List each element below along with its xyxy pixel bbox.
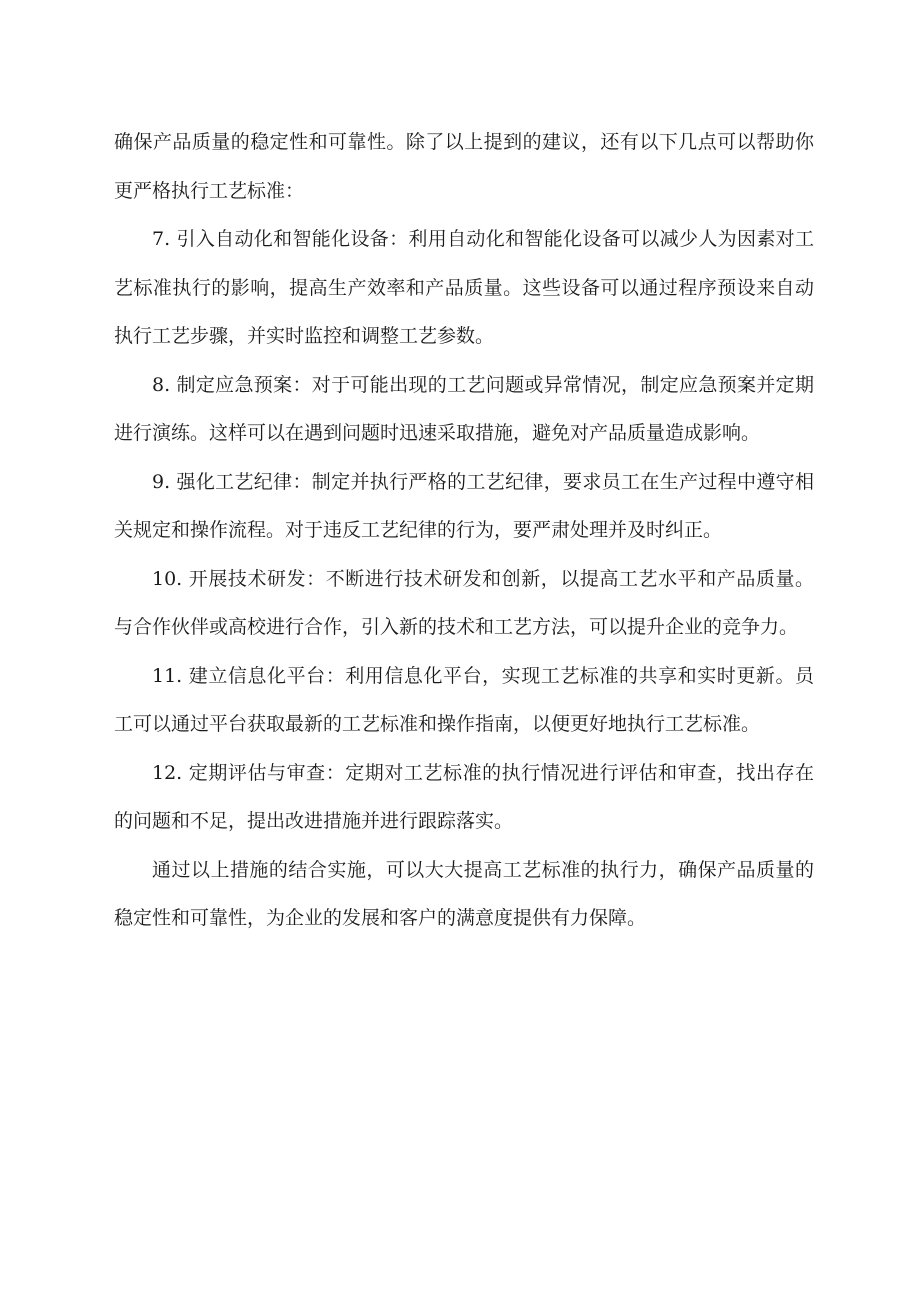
paragraph-intro: 确保产品质量的稳定性和可靠性。除了以上提到的建议，还有以下几点可以帮助你更严格执行工艺标准： xyxy=(114,131,814,202)
paragraph-item-9: 9. 强化工艺纪律：制定并执行严格的工艺纪律，要求员工在生产过程中遵守相关规定和操作流程。对于违反工艺纪律的行为，要严肃处理并及时纠正。 xyxy=(114,470,814,541)
paragraph-item-11: 11. 建立信息化平台：利用信息化平台，实现工艺标准的共享和实时更新。员工可以通过平台获取最新的工艺标准和操作指南，以便更好地执行工艺标准。 xyxy=(114,664,814,735)
document-body xyxy=(114,118,814,943)
paragraph-item-12: 12. 定期评估与审查：定期对工艺标准的执行情况进行评估和审查，找出存在的问题和不足，提出改进措施并进行跟踪落实。 xyxy=(114,761,814,832)
paragraph-item-7: 7. 引入自动化和智能化设备：利用自动化和智能化设备可以减少人为因素对工艺标准执行的影响，提高生产效率和产品质量。这些设备可以通过程序预设来自动执行工艺步骤，并实时监控和调整工艺参数。 xyxy=(114,228,814,347)
paragraph-conclusion: 通过以上措施的结合实施，可以大大提高工艺标准的执行力，确保产品质量的稳定性和可靠性，为企业的发展和客户的满意度提供有力保障。 xyxy=(114,858,814,929)
paragraph-item-10: 10. 开展技术研发：不断进行技术研发和创新，以提高工艺水平和产品质量。与合作伙伴或高校进行合作，引入新的技术和工艺方法，可以提升企业的竞争力。 xyxy=(114,567,814,638)
paragraph-item-8: 8. 制定应急预案：对于可能出现的工艺问题或异常情况，制定应急预案并定期进行演练。这样可以在遇到问题时迅速采取措施，避免对产品质量造成影响。 xyxy=(114,373,814,444)
